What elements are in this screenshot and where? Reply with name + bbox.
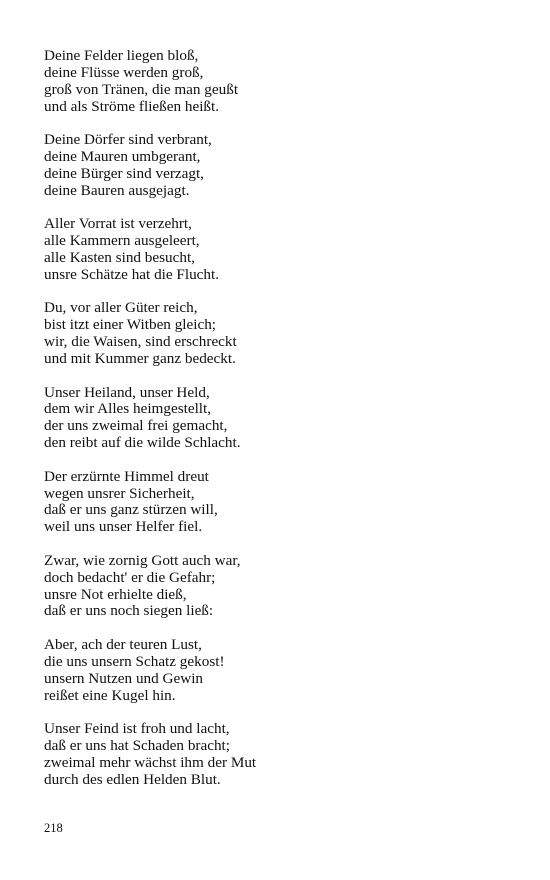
stanza-1 bbox=[44, 48, 504, 116]
stanza-4 bbox=[44, 300, 504, 368]
poem-line: alle Kammern ausgeleert, bbox=[44, 232, 200, 250]
poem-line: durch des edlen Helden Blut. bbox=[44, 770, 221, 788]
stanza-9 bbox=[44, 721, 504, 789]
poem-line: deine Bürger sind verzagt, bbox=[44, 164, 204, 182]
poem-line: weil uns unser Helfer fiel. bbox=[44, 518, 203, 536]
poem-line: Deine Felder liegen bloß, bbox=[44, 47, 199, 64]
poem-line: der uns zweimal frei gemacht, bbox=[44, 417, 228, 435]
poem-line: Aller Vorrat ist verzehrt, bbox=[44, 215, 192, 233]
poem-line: deine Mauren umbgerant, bbox=[44, 148, 201, 166]
poem-line: unsern Nutzen und Gewin bbox=[44, 669, 204, 687]
poem-line: reißet eine Kugel hin. bbox=[44, 686, 176, 704]
poem-line: Aber, ach der teuren Lust, bbox=[44, 635, 202, 653]
poem-line: und als Ströme fließen heißt. bbox=[44, 97, 220, 115]
poem-line: bist itzt einer Witben gleich; bbox=[44, 316, 217, 334]
stanza-3 bbox=[44, 216, 504, 284]
poem-line: doch bedacht' er die Gefahr; bbox=[44, 568, 216, 586]
poem-line: deine Flüsse werden groß, bbox=[44, 63, 204, 81]
stanza-6 bbox=[44, 469, 504, 537]
poem-line: zweimal mehr wächst ihm der Mut bbox=[44, 753, 257, 771]
poem-text bbox=[44, 48, 504, 805]
poem-line: groß von Tränen, die man geußt bbox=[44, 80, 239, 98]
poem-line: den reibt auf die wilde Schlacht. bbox=[44, 434, 241, 452]
poem-line: dem wir Alles heimgestellt, bbox=[44, 400, 212, 418]
poem-line: wegen unsrer Sicherheit, bbox=[44, 484, 195, 502]
stanza-5 bbox=[44, 385, 504, 453]
stanza-7 bbox=[44, 553, 504, 621]
poem-line: die uns unsern Schatz gekost! bbox=[44, 652, 225, 670]
poem-line: Unser Heiland, unser Held, bbox=[44, 383, 210, 401]
poem-line: deine Bauren ausgejagt. bbox=[44, 181, 190, 199]
poem-line: unsre Not erhielte dieß, bbox=[44, 585, 187, 603]
poem-line: und mit Kummer ganz bedeckt. bbox=[44, 350, 236, 368]
poem-line: alle Kasten sind besucht, bbox=[44, 249, 195, 267]
poem-line: Du, vor aller Güter reich, bbox=[44, 299, 198, 317]
poem-line: Zwar, wie zornig Gott auch war, bbox=[44, 551, 241, 569]
poem-line: unsre Schätze hat die Flucht. bbox=[44, 265, 220, 283]
poem-line: Deine Dörfer sind verbrant, bbox=[44, 131, 212, 149]
poem-line: Unser Feind ist froh und lacht, bbox=[44, 720, 230, 737]
page-number: 218 bbox=[44, 821, 63, 835]
poem-line: wir, die Waisen, sind erschreckt bbox=[44, 333, 237, 351]
stanza-2 bbox=[44, 132, 504, 200]
stanza-8 bbox=[44, 637, 504, 705]
poem-line: daß er uns noch siegen ließ: bbox=[44, 602, 214, 620]
poem-line: Der erzürnte Himmel dreut bbox=[44, 467, 209, 485]
poem-line: daß er uns hat Schaden bracht; bbox=[44, 736, 230, 754]
poem-line: daß er uns ganz stürzen will, bbox=[44, 501, 218, 519]
